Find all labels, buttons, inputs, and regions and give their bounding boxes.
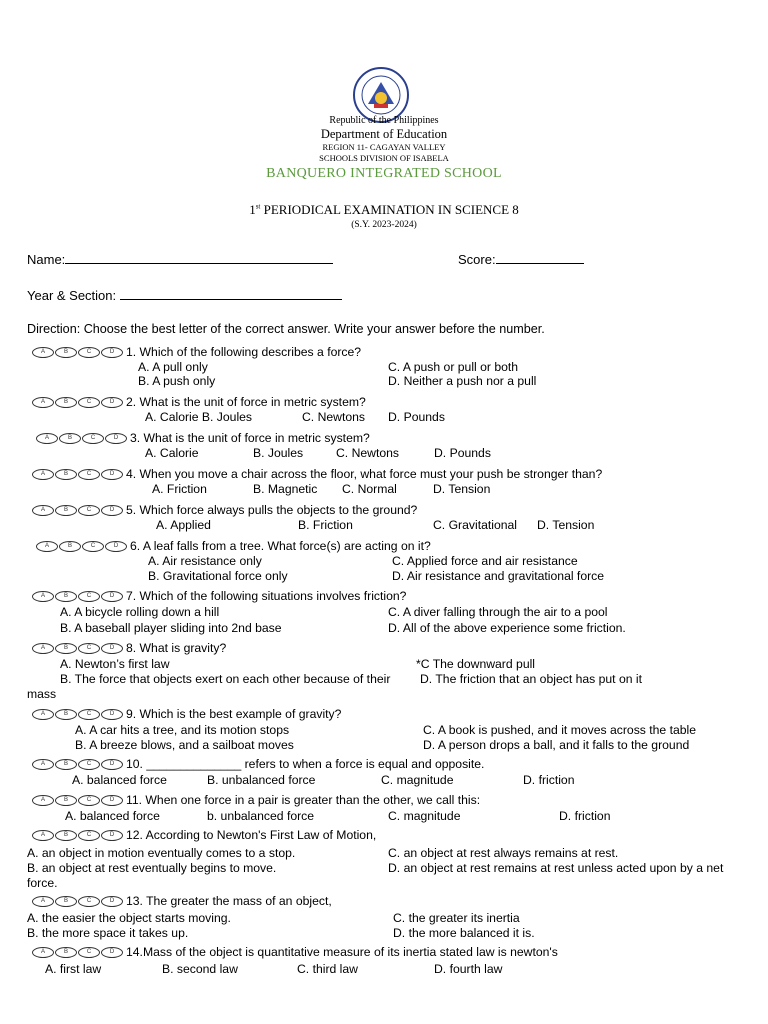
answer-option: A. an object in motion eventually comes to a stop. <box>27 846 296 860</box>
answer-option: A. A pull only <box>138 360 208 374</box>
question-6 <box>36 539 431 553</box>
year-section-label: Year & Section: <box>27 288 120 303</box>
bubble-c[interactable]: C <box>78 709 100 720</box>
bubble-c[interactable]: C <box>82 541 104 552</box>
answer-bubbles[interactable] <box>32 947 123 958</box>
bubble-c[interactable]: C <box>78 795 100 806</box>
bubble-b[interactable]: B <box>55 347 77 358</box>
question-5 <box>32 503 417 517</box>
answer-option: A. Friction <box>152 482 207 496</box>
bubble-a[interactable]: A <box>32 947 54 958</box>
bubble-b[interactable]: B <box>55 947 77 958</box>
exam-title <box>0 202 768 218</box>
answer-option: *C The downward pull <box>416 657 536 671</box>
country-label: Republic of the Philippines <box>329 115 439 126</box>
direction-text: Direction: Choose the best letter of the correct answer. Write your answer before the number. <box>27 322 545 336</box>
answer-option: C. an object at rest always remains at rest. <box>388 846 619 860</box>
score-field[interactable] <box>458 251 584 267</box>
answer-option: A. Calorie B. Joules <box>145 410 253 424</box>
bubble-a[interactable]: A <box>32 397 54 408</box>
answer-option: B. Friction <box>298 518 353 532</box>
bubble-a[interactable]: A <box>32 347 54 358</box>
answer-option: D. The friction that an object has put on it <box>420 672 642 686</box>
bubble-b[interactable]: B <box>55 795 77 806</box>
bubble-b[interactable]: B <box>55 709 77 720</box>
question-stem: 11. When one force in a pair is greater than the other, we call this: <box>126 793 481 807</box>
exam-ordinal: 1 <box>249 202 256 217</box>
answer-option: C. A push or pull or both <box>388 360 519 374</box>
bubble-b[interactable]: B <box>55 505 77 516</box>
bubble-c[interactable]: C <box>82 433 104 444</box>
bubble-d[interactable]: D <box>101 830 123 841</box>
answer-option: force. <box>27 876 58 890</box>
answer-bubbles[interactable] <box>32 469 123 480</box>
answer-option: D. fourth law <box>434 962 503 976</box>
question-12 <box>32 828 376 842</box>
answer-option: B. The force that objects exert on each other because of their <box>60 672 391 686</box>
answer-option: C. third law <box>297 962 358 976</box>
answer-option: D. Pounds <box>388 410 445 424</box>
bubble-d[interactable]: D <box>101 347 123 358</box>
answer-option: B. Gravitational force only <box>148 569 288 583</box>
bubble-b[interactable]: B <box>55 896 77 907</box>
bubble-d[interactable]: D <box>105 433 127 444</box>
answer-option: B. Joules <box>253 446 304 460</box>
bubble-d[interactable]: D <box>101 759 123 770</box>
name-label: Name: <box>27 252 66 267</box>
question-9 <box>32 707 341 721</box>
question-stem: 12. According to Newton's First Law of Motion, <box>126 828 377 842</box>
answer-option: B. A baseball player sliding into 2nd base <box>60 621 282 635</box>
bubble-a[interactable]: A <box>36 541 58 552</box>
question-stem: 14.Mass of the object is quantitative measure of its inertia stated law is newton's <box>126 945 558 959</box>
question-4 <box>32 467 602 481</box>
question-10 <box>32 757 484 771</box>
answer-bubbles[interactable] <box>36 433 127 444</box>
answer-bubbles[interactable] <box>32 830 123 841</box>
question-stem: 8. What is gravity? <box>126 641 227 655</box>
answer-option: C. Applied force and air resistance <box>392 554 578 568</box>
question-stem: 4. When you move a chair across the floor, what force must your push be stronger than? <box>126 467 603 481</box>
answer-option: A. the easier the object starts moving. <box>27 911 231 925</box>
bubble-b[interactable]: B <box>55 830 77 841</box>
answer-option: B. Magnetic <box>253 482 318 496</box>
answer-option: A. first law <box>45 962 102 976</box>
bubble-c[interactable]: C <box>78 759 100 770</box>
answer-bubbles[interactable] <box>32 795 123 806</box>
score-label: Score: <box>458 252 496 267</box>
answer-option: C. Gravitational <box>433 518 517 532</box>
bubble-d[interactable]: D <box>101 397 123 408</box>
bubble-a[interactable]: A <box>32 709 54 720</box>
question-2 <box>32 395 366 409</box>
school-name: BANQUERO INTEGRATED SCHOOL <box>266 166 502 181</box>
question-stem: 13. The greater the mass of an object, <box>126 894 332 908</box>
answer-option: mass <box>27 687 57 701</box>
answer-option: A. balanced force <box>72 773 167 787</box>
bubble-c[interactable]: C <box>78 397 100 408</box>
answer-option: D. All of the above experience some friction. <box>388 621 626 635</box>
answer-bubbles[interactable] <box>32 896 123 907</box>
answer-option: B. A push only <box>138 374 216 388</box>
answer-option: b. unbalanced force <box>207 809 315 823</box>
bubble-c[interactable]: C <box>78 830 100 841</box>
region-label: REGION 11- CAGAYAN VALLEY <box>322 142 446 152</box>
question-11 <box>32 793 480 807</box>
answer-option: A. Calorie <box>145 446 199 460</box>
bubble-a[interactable]: A <box>32 830 54 841</box>
answer-option: C. Newtons <box>302 410 365 424</box>
bubble-c[interactable]: C <box>78 643 100 654</box>
answer-bubbles[interactable] <box>32 505 123 516</box>
answer-option: B. an object at rest eventually begins to move. <box>27 861 277 875</box>
bubble-b[interactable]: B <box>55 591 77 602</box>
answer-option: D. A person drops a ball, and it falls to the ground <box>423 738 690 752</box>
answer-option: A. A bicycle rolling down a hill <box>60 605 220 619</box>
division-label: SCHOOLS DIVISION OF ISABELA <box>319 153 449 163</box>
answer-option: D. the more balanced it is. <box>393 926 535 940</box>
name-blank[interactable] <box>65 251 333 264</box>
bubble-d[interactable]: D <box>101 643 123 654</box>
bubble-b[interactable]: B <box>55 759 77 770</box>
answer-bubbles[interactable] <box>32 591 123 602</box>
question-stem: 9. Which is the best example of gravity? <box>126 707 342 721</box>
answer-option: A. A car hits a tree, and its motion stops <box>75 723 290 737</box>
bubble-d[interactable]: D <box>101 591 123 602</box>
question-stem: 7. Which of the following situations involves friction? <box>126 589 407 603</box>
bubble-a[interactable]: A <box>32 591 54 602</box>
answer-option: D. friction <box>523 773 575 787</box>
answer-option: A. Applied <box>156 518 211 532</box>
bubble-c[interactable]: C <box>78 591 100 602</box>
answer-option: B. A breeze blows, and a sailboat moves <box>75 738 294 752</box>
question-stem: 3. What is the unit of force in metric system? <box>130 431 370 445</box>
answer-option: C. the greater its inertia <box>393 911 520 925</box>
answer-option: C. A book is pushed, and it moves across the table <box>423 723 697 737</box>
year-section-blank[interactable] <box>120 287 342 300</box>
question-13 <box>32 894 332 908</box>
answer-bubbles[interactable] <box>32 347 123 358</box>
question-1 <box>32 345 361 359</box>
answer-option: D. Air resistance and gravitational force <box>392 569 605 583</box>
bubble-c[interactable]: C <box>78 505 100 516</box>
bubble-d[interactable]: D <box>101 795 123 806</box>
bubble-c[interactable]: C <box>78 347 100 358</box>
answer-option: D. Tension <box>433 482 491 496</box>
bubble-d[interactable]: D <box>101 947 123 958</box>
answer-option: D. Neither a push nor a pull <box>388 374 537 388</box>
year-section-field[interactable] <box>27 287 342 303</box>
department-label: Department of Education <box>320 127 448 141</box>
question-stem: 6. A leaf falls from a tree. What force(s) are acting on it? <box>130 539 431 553</box>
question-stem: 1. Which of the following describes a force? <box>126 345 362 359</box>
answer-option: D. Tension <box>537 518 595 532</box>
question-3 <box>36 431 370 445</box>
school-year: (S.Y. 2023-2024) <box>351 220 417 230</box>
exam-title-text: PERIODICAL EXAMINATION IN SCIENCE 8 <box>260 202 519 217</box>
bubble-a[interactable]: A <box>32 505 54 516</box>
bubble-b[interactable]: B <box>59 433 81 444</box>
bubble-b[interactable]: B <box>55 643 77 654</box>
answer-option: B. unbalanced force <box>207 773 316 787</box>
bubble-d[interactable]: D <box>101 709 123 720</box>
bubble-a[interactable]: A <box>36 433 58 444</box>
bubble-d[interactable]: D <box>105 541 127 552</box>
answer-option: C. A diver falling through the air to a pool <box>388 605 608 619</box>
bubble-c[interactable]: C <box>78 469 100 480</box>
answer-bubbles[interactable] <box>32 643 123 654</box>
bubble-d[interactable]: D <box>101 896 123 907</box>
bubble-b[interactable]: B <box>59 541 81 552</box>
answer-option: B. the more space it takes up. <box>27 926 189 940</box>
bubble-a[interactable]: A <box>32 469 54 480</box>
answer-bubbles[interactable] <box>32 397 123 408</box>
bubble-c[interactable]: C <box>78 896 100 907</box>
bubble-a[interactable]: A <box>32 896 54 907</box>
question-stem: 5. Which force always pulls the objects to the ground? <box>126 503 418 517</box>
answer-option: C. magnitude <box>388 809 461 823</box>
question-stem: 2. What is the unit of force in metric system? <box>126 395 366 409</box>
bubble-a[interactable]: A <box>32 759 54 770</box>
question-stem: 10. ______________ refers to when a force is equal and opposite. <box>126 757 485 771</box>
answer-option: A. Air resistance only <box>148 554 262 568</box>
bubble-c[interactable]: C <box>78 947 100 958</box>
answer-option: B. second law <box>162 962 238 976</box>
answer-bubbles[interactable] <box>32 759 123 770</box>
answer-option: C. Normal <box>342 482 397 496</box>
answer-option: D. an object at rest remains at rest unless acted upon by a net <box>388 861 724 875</box>
exam-ordinal-sup: st <box>255 202 261 211</box>
question-7 <box>32 589 406 603</box>
answer-option: D. Pounds <box>434 446 491 460</box>
name-field[interactable] <box>27 251 333 267</box>
bubble-b[interactable]: B <box>55 469 77 480</box>
bubble-a[interactable]: A <box>32 795 54 806</box>
answer-option: A. Newton’s first law <box>60 657 170 671</box>
answer-option: A. balanced force <box>65 809 160 823</box>
answer-option: D. friction <box>559 809 611 823</box>
question-14 <box>32 945 558 959</box>
score-blank[interactable] <box>496 251 584 264</box>
answer-bubbles[interactable] <box>36 541 127 552</box>
answer-bubbles[interactable] <box>32 709 123 720</box>
question-8 <box>32 641 226 655</box>
bubble-d[interactable]: D <box>101 505 123 516</box>
bubble-b[interactable]: B <box>55 397 77 408</box>
bubble-a[interactable]: A <box>32 643 54 654</box>
answer-option: C. magnitude <box>381 773 454 787</box>
answer-option: C. Newtons <box>336 446 399 460</box>
bubble-d[interactable]: D <box>101 469 123 480</box>
